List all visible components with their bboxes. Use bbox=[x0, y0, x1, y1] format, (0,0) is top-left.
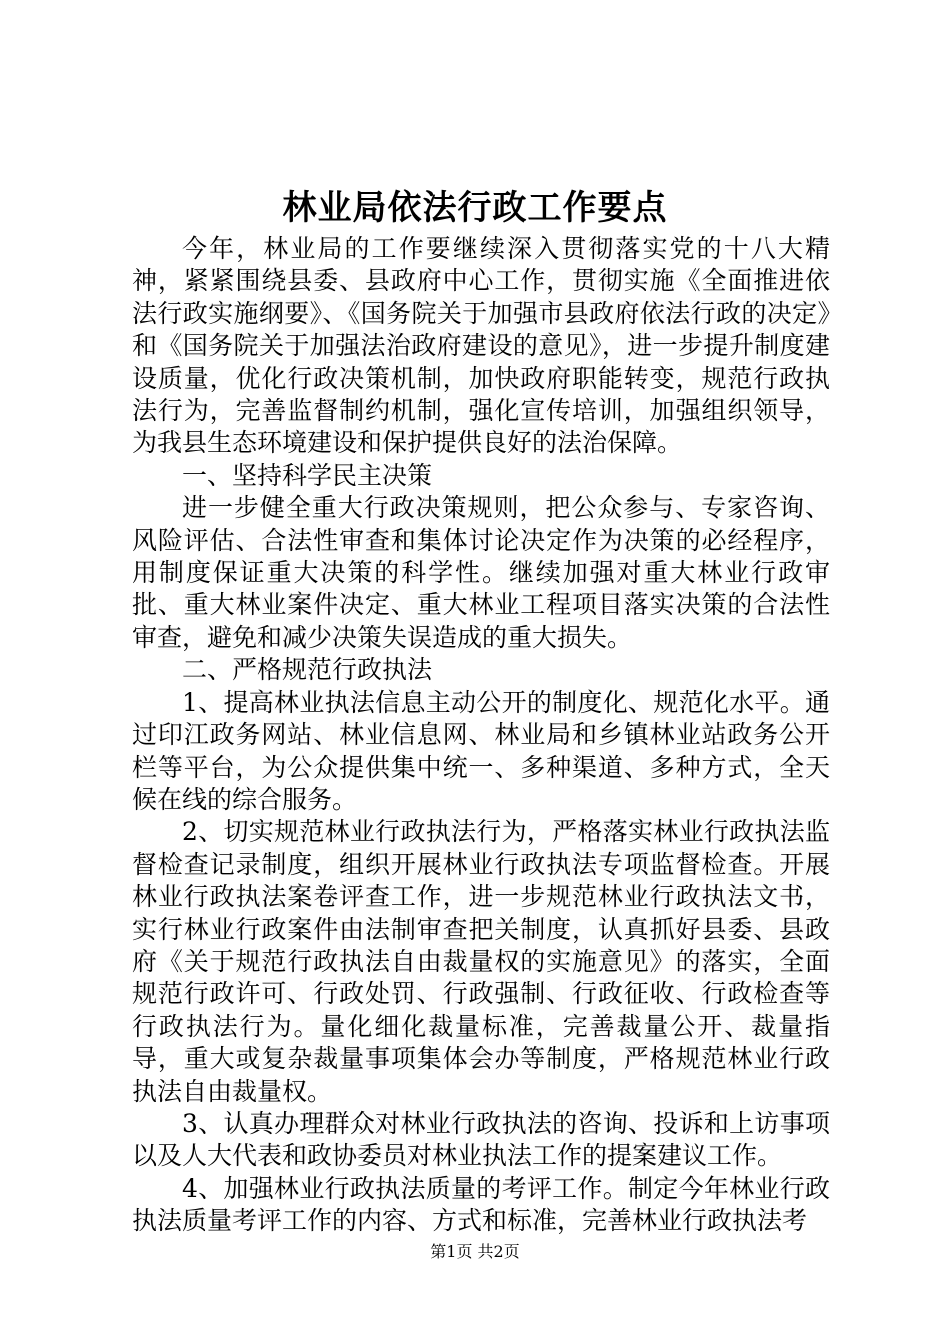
document-body bbox=[132, 233, 830, 1238]
paragraph-item-1: 1、提高林业执法信息主动公开的制度化、规范化水平。通过印江政务网站、林业信息网、林业局和乡镇林业站政务公开栏等平台，为公众提供集中统一、多种渠道、多种方式，全天候在线的综合服务。 bbox=[132, 687, 830, 814]
paragraph-item-3: 3、认真办理群众对林业行政执法的咨询、投诉和上访事项以及人大代表和政协委员对林业执法工作的提案建议工作。 bbox=[132, 1108, 830, 1171]
paragraph-item-4: 4、加强林业行政执法质量的考评工作。制定今年林业行政执法质量考评工作的内容、方式和标准，完善林业行政执法考 bbox=[132, 1173, 830, 1236]
section-heading-2: 二、严格规范行政执法 bbox=[182, 655, 433, 685]
page-footer: 第1页 共2页 bbox=[430, 1242, 520, 1261]
paragraph-decision: 进一步健全重大行政决策规则，把公众参与、专家咨询、风险评估、合法性审查和集体讨论决定作为决策的必经程序，用制度保证重大决策的科学性。继续加强对重大林业行政审批、重大林业案件决定、重大林业工程项目落实决策的合法性审查，避免和减少决策失误造成的重大损失。 bbox=[132, 493, 830, 652]
paragraph-item-2: 2、切实规范林业行政执法行为，严格落实林业行政执法监督检查记录制度，组织开展林业行政执法专项监督检查。开展林业行政执法案卷评查工作，进一步规范林业行政执法文书，实行林业行政案件由法制审查把关制度，认真抓好县委、县政府《关于规范行政执法自由裁量权的实施意见》的落实，全面规范行政许可、行政处罚、行政强制、行政征收、行政检查等行政执法行为。量化细化裁量标准，完善裁量公开、裁量指导，重大或复杂裁量事项集体会办等制度，严格规范林业行政执法自由裁量权。 bbox=[132, 817, 830, 1106]
section-heading-1: 一、坚持科学民主决策 bbox=[182, 460, 433, 490]
document-title: 林业局依法行政工作要点 bbox=[282, 188, 668, 228]
paragraph-intro: 今年，林业局的工作要继续深入贯彻落实党的十八大精神，紧紧围绕县委、县政府中心工作，贯彻实施《全面推进依法行政实施纲要》、《国务院关于加强市县政府依法行政的决定》和《国务院关于加强法治政府建设的意见》，进一步提升制度建设质量，优化行政决策机制，加快政府职能转变，规范行政执法行为，完善监督制约机制，强化宣传培训，加强组织领导，为我县生态环境建设和保护提供良好的法治保障。 bbox=[132, 234, 830, 458]
